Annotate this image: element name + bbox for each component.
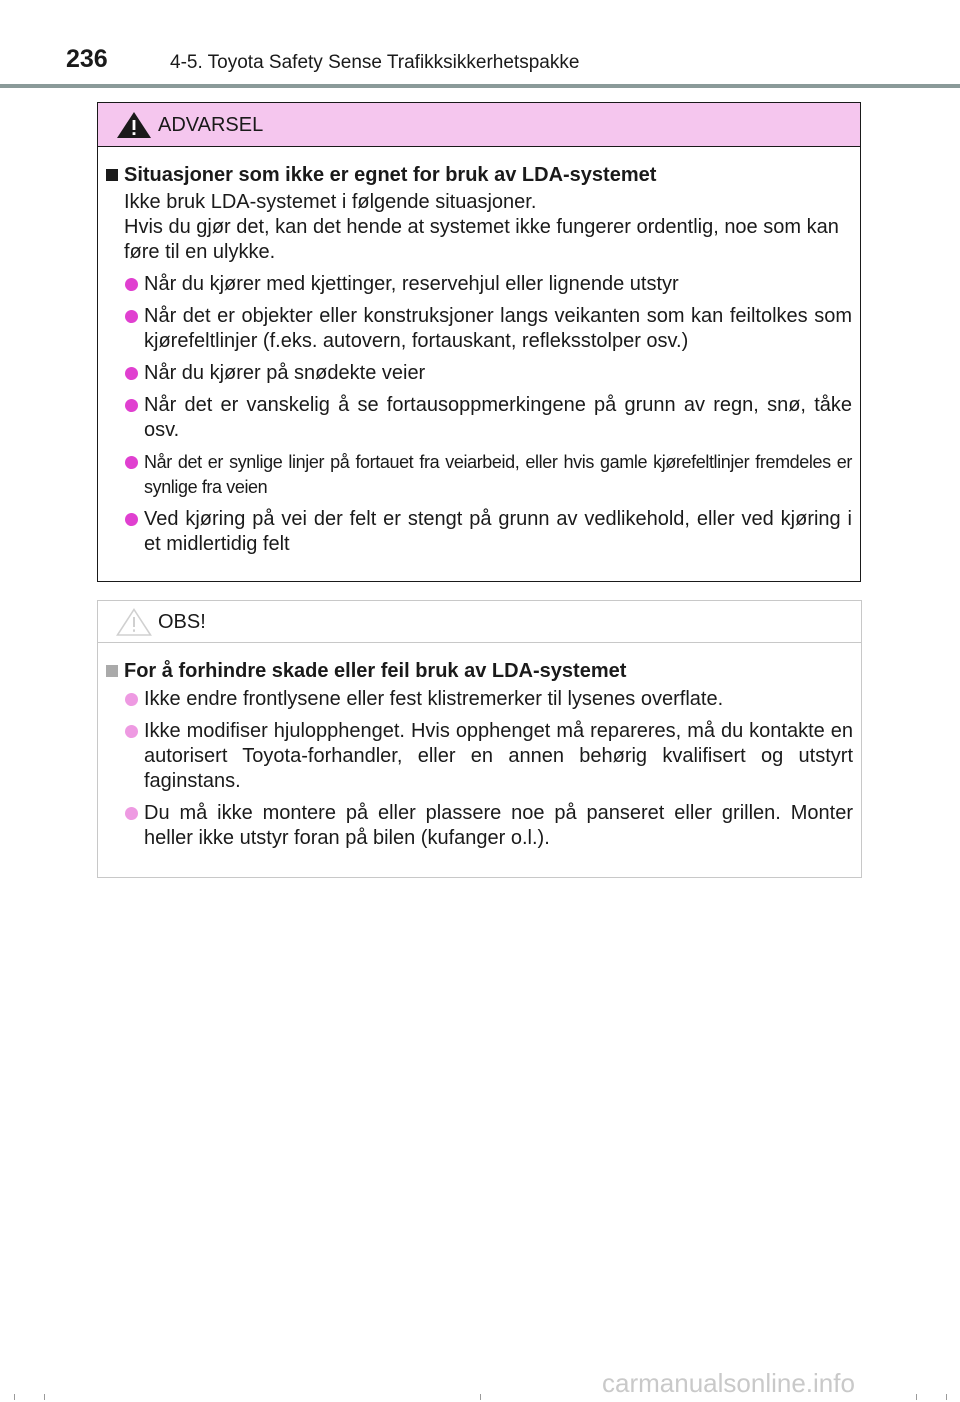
list-item-text: Du må ikke montere på eller plassere noe på panseret eller grillen. Monter heller ikke utstyr foran på bilen (kufanger o.l.). xyxy=(144,802,853,849)
crop-mark xyxy=(480,1394,481,1400)
warning-triangle-icon xyxy=(116,111,152,139)
notice-box xyxy=(97,600,862,878)
bullet-dot-icon xyxy=(125,310,138,323)
bullet-dot-icon xyxy=(125,807,138,820)
warning-body xyxy=(98,147,860,557)
caution-triangle-outline-icon xyxy=(116,608,152,636)
section-title: 4-5. Toyota Safety Sense Trafikksikkerhetspakke xyxy=(170,52,580,73)
bullet-dot-icon xyxy=(125,367,138,380)
page-number: 236 xyxy=(66,45,108,73)
list-item xyxy=(106,507,852,557)
list-item-text: Ikke modifiser hjulopphenget. Hvis opphenget må repareres, må du kontakte en autorisert Toyota-forhandler, eller en annen behørig kvalifisert og utstyrt faginstans. xyxy=(144,720,853,792)
list-item xyxy=(106,361,852,386)
crop-mark xyxy=(946,1394,947,1400)
notice-label: OBS! xyxy=(158,611,206,633)
crop-mark xyxy=(916,1394,917,1400)
list-item xyxy=(106,719,853,794)
square-bullet-icon xyxy=(106,169,118,181)
notice-body xyxy=(98,643,861,851)
list-item-text: Ikke endre frontlysene eller fest klistremerker til lysenes overflate. xyxy=(144,688,724,710)
bullet-dot-icon xyxy=(125,278,138,291)
crop-marks xyxy=(0,1394,960,1402)
bullet-dot-icon xyxy=(125,693,138,706)
warning-box xyxy=(97,102,861,582)
warning-intro-line: Hvis du gjør det, kan det hende at systemet ikke fungerer ordentlig, noe som kan føre til en ulykke. xyxy=(124,216,839,263)
warning-list xyxy=(106,272,852,557)
notice-heading-text: For å forhindre skade eller feil bruk av LDA-systemet xyxy=(124,660,627,682)
notice-heading xyxy=(106,659,853,683)
list-item xyxy=(106,304,852,354)
list-item-text: Når du kjører med kjettinger, reservehjul eller lignende utstyr xyxy=(144,273,679,295)
warning-header xyxy=(98,103,860,147)
watermark: carmanualsonline.info xyxy=(602,1368,855,1398)
square-bullet-icon xyxy=(106,665,118,677)
list-item-text: Når det er vanskelig å se fortausoppmerkingene på grunn av regn, snø, tåke osv. xyxy=(144,394,852,441)
list-item xyxy=(106,272,852,297)
page-header xyxy=(0,0,960,88)
crop-mark xyxy=(14,1394,15,1400)
list-item-text: Når det er synlige linjer på fortauet fra veiarbeid, eller hvis gamle kjørefeltlinjer fremdeles er synlige fra veien xyxy=(144,452,852,497)
bullet-dot-icon xyxy=(125,399,138,412)
list-item xyxy=(106,450,852,500)
notice-list xyxy=(106,687,853,851)
warning-heading xyxy=(106,163,852,187)
list-item xyxy=(106,687,853,712)
list-item xyxy=(106,393,852,443)
list-item-text: Ved kjøring på vei der felt er stengt på grunn av vedlikehold, eller ved kjøring i et midlertidig felt xyxy=(144,508,852,555)
warning-intro xyxy=(106,190,852,265)
list-item-text: Når du kjører på snødekte veier xyxy=(144,362,426,384)
warning-label: ADVARSEL xyxy=(158,114,264,136)
warning-intro-line: Ikke bruk LDA-systemet i følgende situasjoner. xyxy=(124,191,537,213)
warning-heading-text: Situasjoner som ikke er egnet for bruk av LDA-systemet xyxy=(124,164,657,186)
list-item xyxy=(106,801,853,851)
bullet-dot-icon xyxy=(125,513,138,526)
bullet-dot-icon xyxy=(125,725,138,738)
list-item-text: Når det er objekter eller konstruksjoner langs veikanten som kan feiltolkes som kjørefeltlinjer (f.eks. autovern, fortauskant, refleksstolper osv.) xyxy=(144,305,852,352)
bullet-dot-icon xyxy=(125,456,138,469)
notice-header xyxy=(98,601,861,643)
header-divider xyxy=(0,84,960,88)
crop-mark xyxy=(44,1394,45,1400)
